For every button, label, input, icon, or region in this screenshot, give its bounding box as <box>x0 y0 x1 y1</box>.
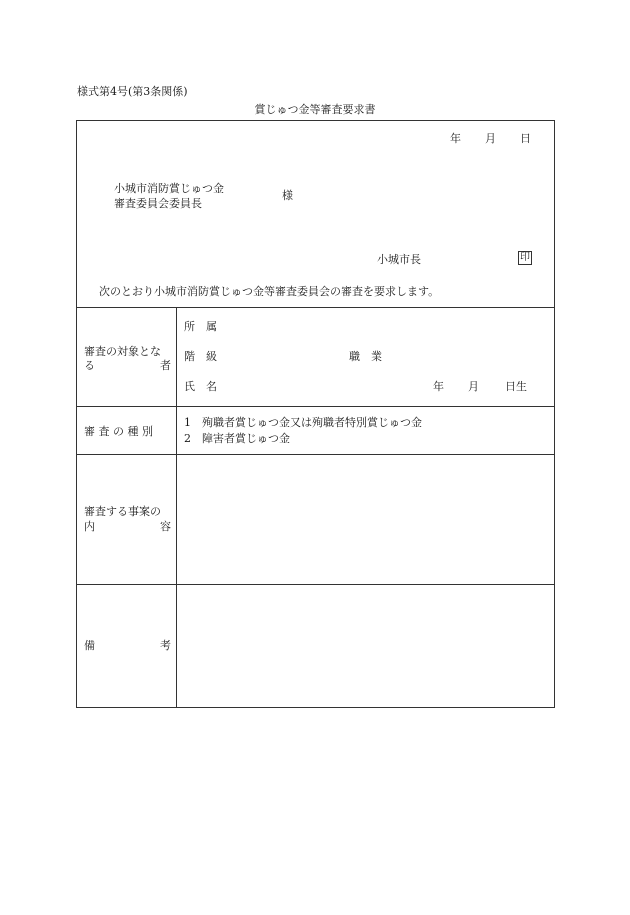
facts-label-line2a: 内 <box>84 520 95 533</box>
rank-label: 階 級 <box>184 350 217 363</box>
date-month: 月 <box>485 132 496 145</box>
divider-facts <box>76 584 555 585</box>
divider-subject <box>76 406 555 407</box>
birth-month: 月 <box>468 380 479 393</box>
date-day: 日 <box>520 132 531 145</box>
review-type-option1: 1 殉職者賞じゅつ金又は殉職者特別賞じゅつ金 <box>184 416 422 429</box>
divider-header <box>76 307 555 308</box>
birth-year: 年 <box>433 380 444 393</box>
facts-label-line2b: 容 <box>160 520 171 533</box>
remarks-label-b: 考 <box>160 639 171 652</box>
subject-label-line1: 審査の対象とな <box>84 345 161 358</box>
date-year: 年 <box>450 132 461 145</box>
occupation-label: 職 業 <box>349 350 382 363</box>
addressee-line2: 審査委員会委員長 <box>114 197 202 210</box>
subject-label-line2b: 者 <box>160 359 171 372</box>
facts-label-line1: 審査する事案の <box>84 505 161 518</box>
name-label: 氏 名 <box>184 380 217 393</box>
request-statement: 次のとおり小城市消防賞じゅつ金等審査委員会の審査を要求します。 <box>99 285 440 298</box>
remarks-label-a: 備 <box>84 639 95 652</box>
review-type-label: 審 査 の 種 別 <box>84 425 153 438</box>
divider-review-type <box>76 454 555 455</box>
form-number: 様式第4号(第3条関係) <box>77 85 188 98</box>
review-type-option2: 2 障害者賞じゅつ金 <box>184 432 290 445</box>
affiliation-label: 所 属 <box>184 320 217 333</box>
seal-mark: 印 <box>520 252 530 263</box>
addressee-line1: 小城市消防賞じゅつ金 <box>114 182 224 195</box>
sender-name: 小城市長 <box>377 253 421 266</box>
birth-day: 日生 <box>505 380 527 393</box>
document-title: 賞じゅつ金等審査要求書 <box>254 103 376 116</box>
label-column-divider <box>176 307 177 708</box>
addressee-honorific: 様 <box>282 189 293 202</box>
subject-label-line2a: る <box>84 359 95 372</box>
